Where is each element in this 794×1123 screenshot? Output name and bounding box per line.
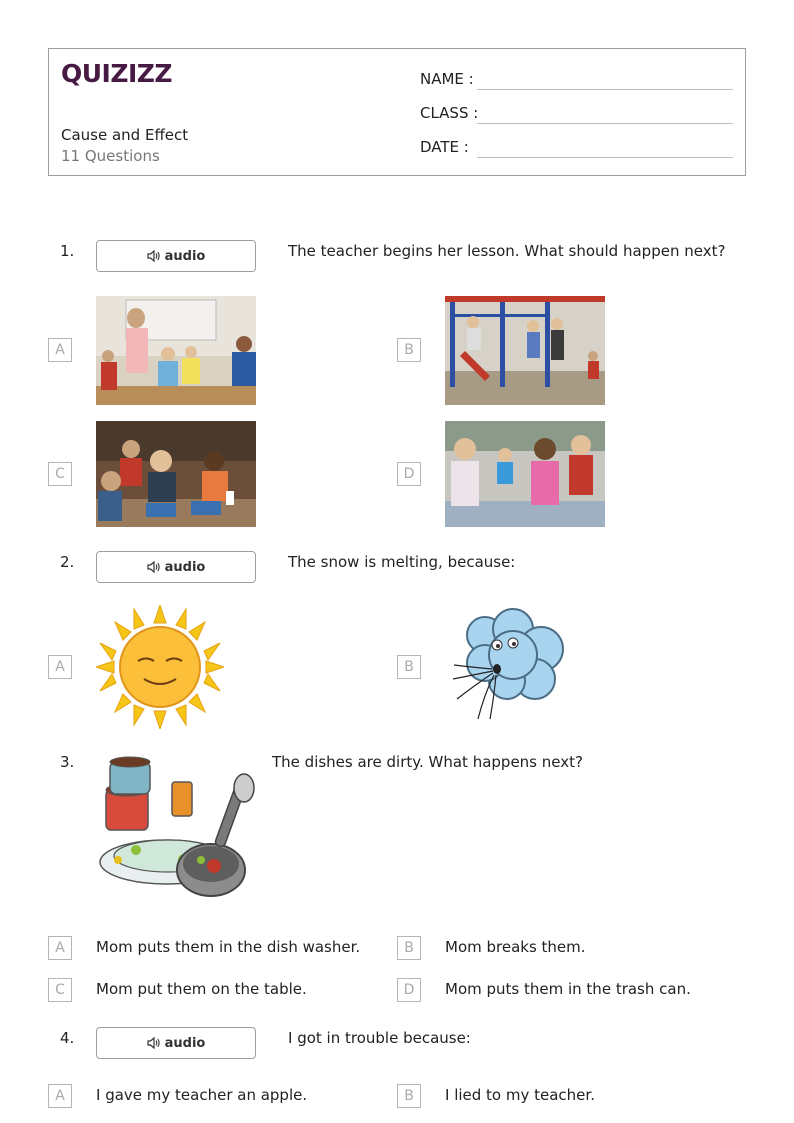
worksheet-title: Cause and Effect — [61, 126, 189, 144]
question-4-text: I got in trouble because: — [288, 1029, 471, 1047]
q1-option-c-letter[interactable]: C — [48, 462, 72, 486]
q2-option-b-letter[interactable]: B — [397, 655, 421, 679]
question-3-number: 3. — [60, 753, 75, 771]
q4-option-b-letter[interactable]: B — [397, 1084, 421, 1108]
question-2-number: 2. — [60, 553, 75, 571]
q2-option-a-letter[interactable]: A — [48, 655, 72, 679]
q3-option-a-text[interactable]: Mom puts them in the dish washer. — [96, 938, 361, 956]
kids-sitting-listening-photo — [445, 421, 605, 527]
classroom-chaos-photo — [96, 296, 256, 405]
q3-option-c-letter[interactable]: C — [48, 978, 72, 1002]
smiling-sun — [96, 605, 224, 729]
q1-option-b-letter[interactable]: B — [397, 338, 421, 362]
lunch-table-photo — [96, 421, 256, 527]
question-count: 11 Questions — [61, 147, 160, 165]
class-field[interactable] — [420, 100, 733, 124]
dirty-dishes-pile — [96, 750, 256, 908]
q3-option-c-text[interactable]: Mom put them on the table. — [96, 980, 307, 998]
question-4-audio-button[interactable] — [96, 1027, 256, 1059]
name-field[interactable] — [420, 66, 733, 90]
question-1-audio-button[interactable] — [96, 240, 256, 272]
question-3-text: The dishes are dirty. What happens next? — [272, 753, 583, 771]
date-line — [477, 157, 733, 158]
question-2-text: The snow is melting, because: — [288, 553, 516, 571]
q1-option-d-image[interactable] — [445, 421, 605, 527]
question-2-audio-button[interactable] — [96, 551, 256, 583]
question-4-number: 4. — [60, 1029, 75, 1047]
playground-photo — [445, 296, 605, 405]
worksheet-header — [48, 48, 746, 176]
q1-option-d-letter[interactable]: D — [397, 462, 421, 486]
speaker-icon — [147, 1037, 160, 1049]
audio-label: audio — [164, 559, 206, 575]
q1-option-c-image[interactable] — [96, 421, 256, 527]
speaker-icon — [147, 561, 160, 573]
question-1-number: 1. — [60, 242, 75, 260]
quizizz-logo: QUIZIZZ — [61, 59, 173, 88]
q3-option-d-text[interactable]: Mom puts them in the trash can. — [445, 980, 691, 998]
speaker-icon — [147, 250, 160, 262]
audio-label: audio — [164, 248, 206, 264]
blowing-wind-cloud — [445, 605, 569, 725]
name-label: NAME : — [420, 70, 474, 88]
q2-option-a-image[interactable] — [96, 605, 224, 729]
q1-option-a-letter[interactable]: A — [48, 338, 72, 362]
q2-option-b-image[interactable] — [445, 605, 569, 725]
q3-option-a-letter[interactable]: A — [48, 936, 72, 960]
class-label: CLASS : — [420, 104, 479, 122]
date-field[interactable] — [420, 134, 733, 158]
question-3-image — [96, 750, 256, 908]
date-label: DATE : — [420, 138, 469, 156]
name-line — [477, 89, 733, 90]
q3-option-b-text[interactable]: Mom breaks them. — [445, 938, 586, 956]
q1-option-b-image[interactable] — [445, 296, 605, 405]
class-line — [477, 123, 733, 124]
audio-label: audio — [164, 1035, 206, 1051]
q4-option-b-text[interactable]: I lied to my teacher. — [445, 1086, 595, 1104]
q3-option-b-letter[interactable]: B — [397, 936, 421, 960]
q4-option-a-letter[interactable]: A — [48, 1084, 72, 1108]
q4-option-a-text[interactable]: I gave my teacher an apple. — [96, 1086, 308, 1104]
q1-option-a-image[interactable] — [96, 296, 256, 405]
q3-option-d-letter[interactable]: D — [397, 978, 421, 1002]
question-1-text: The teacher begins her lesson. What should happen next? — [288, 242, 726, 260]
